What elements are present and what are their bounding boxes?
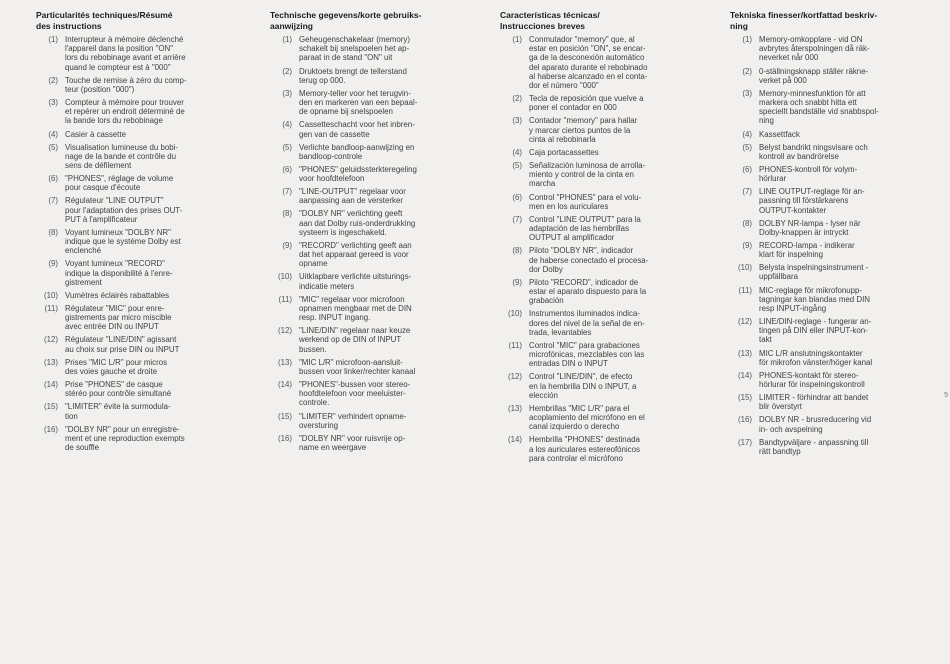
item-number: (5): [282, 142, 292, 152]
list-item: [730, 438, 940, 456]
item-number: (15): [737, 393, 752, 403]
list-item: [36, 304, 264, 332]
list-item: [500, 372, 722, 400]
item-number: (8): [512, 246, 522, 256]
col-dutch: [270, 10, 498, 456]
item-text: DOLBY NR-lampa - lyser när Dolby-knappen är intryckt: [759, 218, 861, 237]
list-item: [36, 143, 264, 171]
list-item: [36, 130, 264, 139]
item-number: (1): [282, 35, 292, 44]
item-text: Voyant lumineux "DOLBY NR" indique que le système Dolby est enclenché: [65, 227, 181, 256]
item-number: (9): [282, 240, 292, 250]
item-text: Régulateur "LINE/DIN" agissant au choix sur prise DIN ou INPUT: [65, 335, 180, 354]
list-item: [36, 228, 264, 256]
list-item: [270, 412, 498, 430]
list-item: [36, 196, 264, 224]
item-text: "LINE/DIN" regelaar naar keuze werkend op de DIN of INPUT bussen.: [299, 326, 411, 354]
item-number: (2): [48, 75, 58, 85]
item-text: Control "PHONES" para el volu- men en los auriculares: [529, 192, 642, 211]
item-text: Kassettfack: [759, 129, 800, 139]
item-text: Geheugenschakelaar (memory) schakelt bij snelspoelen het ap- paraat in de stand "ON" uit: [299, 35, 410, 63]
item-number: (9): [742, 240, 752, 250]
item-number: (2): [512, 94, 522, 104]
list-item: [270, 295, 498, 323]
item-text: Hembrilla "PHONES" destinada a los auriculares estereofónicos para controlar el micrófono: [529, 435, 640, 463]
list-item: [36, 358, 264, 376]
list-item: [500, 116, 722, 144]
item-text: Compteur à mémoire pour trouver et repérer un endroit déterminé de la bande lors du rebobinage: [65, 98, 185, 126]
list-item: [730, 67, 940, 85]
list-item: [36, 291, 264, 300]
list-item: [270, 241, 498, 269]
list-item: [270, 89, 498, 117]
item-text: Piloto "RECORD", indicador de estar el aparato dispuesto para la grabación: [529, 277, 647, 306]
item-number: (7): [512, 214, 522, 224]
item-number: (1): [742, 35, 752, 44]
item-number: (1): [512, 35, 522, 44]
list-item: [500, 246, 722, 274]
list-item: [270, 209, 498, 237]
item-number: (12): [507, 372, 522, 382]
item-number: (13): [737, 348, 752, 358]
item-number: (4): [48, 129, 58, 139]
list-item: [500, 94, 722, 112]
item-number: (14): [277, 380, 292, 390]
item-text: Control "LINE/DIN", de efecto en la hembrilla DIN o INPUT, a elección: [529, 372, 637, 400]
item-number: (13): [43, 357, 58, 367]
item-number: (16): [43, 424, 58, 434]
item-number: (14): [507, 435, 522, 445]
item-text: Control "MIC" para grabaciones microfónicas, mezclables con las entradas DIN o INPUT: [529, 340, 645, 369]
item-text: MIC L/R anslutningskontakter för mikrofon vänster/höger kanal: [759, 348, 873, 367]
item-list: [500, 35, 722, 463]
item-list: [730, 35, 940, 456]
item-text: "PHONES" geluidssterkteregeling voor hoofdtelefoon: [299, 164, 417, 184]
item-text: Memory-minnesfunktion för att markera och snabbt hitta ett speciellt bandställe vid snabbspol- ning: [759, 88, 879, 126]
item-number: (13): [277, 357, 292, 367]
item-number: (12): [277, 326, 292, 336]
list-item: [270, 358, 498, 376]
list-item: [270, 434, 498, 452]
list-item: [36, 174, 264, 192]
item-text: "LINE-OUTPUT" regelaar voor aanpassing aan de versterker: [299, 187, 406, 206]
list-item: [270, 187, 498, 205]
list-item: [500, 35, 722, 90]
list-item: [270, 326, 498, 354]
item-text: LINE/DIN-reglage - fungerar an- tingen på DIN eller INPUT-kon- takt: [759, 317, 872, 345]
item-text: Interrupteur à mémoire déclenché l'appareil dans la position "ON" lors du rebobinage avant et arrière quand le compteur est à "000": [65, 35, 186, 72]
item-number: (4): [282, 120, 292, 130]
item-text: LIMITER - förhindrar att bandet blir överstyrt: [759, 393, 869, 412]
item-text: Uitklapbare verlichte uitsturings- indicatie meters: [299, 272, 412, 291]
item-text: MIC-reglage för mikrofonupp- tagningar kan blandas med DIN resp INPUT-ingång: [759, 285, 870, 313]
item-number: (12): [737, 317, 752, 327]
item-number: (11): [44, 303, 58, 313]
list-item: [730, 35, 940, 63]
list-item: [500, 148, 722, 157]
item-number: (1): [48, 35, 58, 44]
item-text: RECORD-lampa - indikerar klart för inspelning: [759, 240, 855, 260]
item-number: (8): [48, 227, 58, 237]
list-item: [36, 380, 264, 398]
col-title: Características técnicas/ Instrucciones breves: [500, 10, 600, 31]
list-item: [270, 35, 498, 63]
item-number: (15): [43, 402, 58, 412]
item-text: Memory-teller voor het terugvin- den en markeren van een bepaal- de opname bij snelspoelen: [299, 88, 418, 117]
item-text: Control "LINE OUTPUT" para la adaptación de las hembrillas OUTPUT al amplificador: [529, 214, 641, 243]
item-text: Verlichte bandloop-aanwijzing en bandloop-controle: [299, 142, 415, 161]
item-number: (5): [48, 142, 58, 152]
item-text: DOLBY NR - brusreducering vid in- och avspelning: [759, 415, 872, 434]
item-text: Belyst bandrikt ningsvisare och kontroll av bandrörelse: [759, 142, 868, 161]
list-item: [36, 335, 264, 353]
item-text: Régulateur "MIC" pour enre- gistrements par micro miscible avec entrée DIN ou INPUT: [65, 303, 172, 332]
item-number: (7): [282, 187, 292, 197]
item-text: Caja portacassettes: [529, 147, 599, 157]
item-text: "DOLBY NR" pour un enregistre- ment et une reproduction exempts de souffle: [65, 424, 185, 453]
page-mark: 5: [944, 392, 948, 399]
col-title: Technische gegevens/korte gebruiks- aanwijzing: [270, 10, 422, 31]
item-number: (6): [742, 164, 752, 174]
item-number: (6): [282, 164, 292, 174]
item-number: (9): [48, 259, 58, 269]
item-text: Contador "memory" para hallar y marcar ciertos puntos de la cinta al rebobinarla: [529, 116, 638, 144]
item-number: (5): [742, 142, 752, 152]
item-number: (4): [512, 147, 522, 157]
item-text: "LIMITER" évite la surmodula- tion: [65, 402, 171, 421]
list-item: [500, 161, 722, 189]
item-number: (2): [282, 66, 292, 76]
col-french: [36, 10, 264, 456]
item-number: (4): [742, 129, 752, 139]
list-item: [270, 380, 498, 408]
list-item: [36, 402, 264, 420]
item-number: (10): [507, 309, 522, 319]
list-item: [270, 143, 498, 161]
list-item: [270, 67, 498, 85]
item-text: LINE OUTPUT-reglage för an- passning till förstärkarens OUTPUT-kontakter: [759, 187, 865, 215]
item-number: (11): [278, 294, 292, 304]
list-item: [730, 263, 940, 281]
item-text: Prise "PHONES" de casque stéréo pour contrôle simultané: [65, 380, 172, 399]
item-text: "PHONES", réglage de volume pour casque d'écoute: [65, 174, 174, 193]
list-item: [730, 415, 940, 433]
item-number: (5): [512, 161, 522, 170]
list-item: [36, 259, 264, 287]
item-number: (7): [742, 187, 752, 197]
item-number: (10): [43, 290, 58, 300]
item-number: (13): [507, 403, 522, 413]
item-number: (3): [48, 98, 58, 107]
col-title: Particularités techniques/Résumé des instructions: [36, 10, 173, 31]
list-item: [730, 89, 940, 126]
item-number: (17): [737, 437, 752, 447]
item-number: (6): [512, 192, 522, 202]
item-text: Memory-omkopplare - vid ON avbrytes återspolningen då räk- neverket når 000: [759, 35, 870, 63]
item-number: (2): [742, 66, 752, 76]
list-item: [730, 286, 940, 314]
item-number: (3): [512, 116, 522, 126]
item-list: [36, 35, 264, 452]
item-text: Bandtypväljare - anpassning till rätt bandtyp: [759, 437, 869, 456]
item-text: Prises "MIC L/R" pour micros des voies gauche et droite: [65, 357, 168, 376]
list-item: [730, 349, 940, 367]
col-swedish: [730, 10, 940, 460]
item-number: (16): [737, 415, 752, 425]
list-item: [730, 241, 940, 259]
item-text: "PHONES"-bussen voor stereo- hoofdtelefoon voor meeluister- controle.: [299, 380, 411, 408]
item-number: (12): [43, 335, 58, 345]
list-item: [500, 435, 722, 463]
list-item: [500, 193, 722, 211]
item-text: Casier à cassette: [65, 129, 126, 139]
item-number: (8): [742, 218, 752, 228]
item-list: [270, 35, 498, 452]
list-item: [730, 219, 940, 237]
item-text: "RECORD" verlichting geeft aan dat het apparaat gereed is voor opname: [299, 240, 412, 269]
list-item: [36, 76, 264, 94]
list-item: [500, 309, 722, 337]
item-text: Visualisation lumineuse du bobi- nage de la bande et contrôle du sens de défilement: [65, 142, 179, 170]
item-text: Hembrillas "MIC L/R" para el acoplamiento del micrófono en el canal izquierdo o derecho: [529, 403, 645, 432]
list-item: [730, 317, 940, 345]
list-item: [36, 98, 264, 126]
item-text: Touche de remise à zéro du comp- teur (position "000"): [65, 75, 187, 94]
item-text: Voyant lumineux "RECORD" indique la disponibilité à l'enre- gistrement: [65, 259, 173, 287]
item-number: (10): [277, 272, 292, 282]
item-number: (9): [512, 277, 522, 287]
list-item: [270, 120, 498, 138]
list-item: [730, 165, 940, 183]
list-item: [270, 165, 498, 183]
item-number: (16): [277, 433, 292, 443]
item-text: 0-ställningsknapp ställer räkne- verket på 000: [759, 66, 869, 85]
list-item: [730, 143, 940, 161]
item-number: (3): [282, 88, 292, 98]
col-title: Tekniska finesser/kortfattad beskriv- ning: [730, 10, 878, 31]
list-item: [36, 35, 264, 72]
item-text: Belysta inspelningsinstrument - uppfällbara: [759, 263, 869, 282]
list-item: [500, 341, 722, 369]
item-number: (6): [48, 174, 58, 184]
item-number: (11): [508, 340, 522, 350]
item-number: (14): [737, 370, 752, 380]
item-text: Régulateur "LINE OUTPUT" pour l'adaptation des prises OUT- PUT à l'amplificateur: [65, 196, 183, 224]
item-text: "LIMITER" verhindert opname- oversturing: [299, 411, 407, 430]
list-item: [500, 404, 722, 432]
col-spanish: [500, 10, 722, 467]
item-text: PHONES-kontakt för stereo- hörlurar för inspelningskontroll: [759, 370, 865, 390]
item-text: Piloto "DOLBY NR", indicador de haberse conectado el procesa- dor Dolby: [529, 246, 649, 274]
list-item: [500, 278, 722, 306]
list-item: [730, 371, 940, 389]
item-number: (14): [43, 380, 58, 390]
item-text: Señalización luminosa de arrolla- miento y control de la cinta en marcha: [529, 161, 646, 189]
item-number: (15): [277, 411, 292, 421]
list-item: [730, 393, 940, 411]
item-text: "DOLBY NR" voor ruisvrije op- name en weergave: [299, 433, 406, 453]
item-text: PHONES-kontroll för volym- hörlurar: [759, 164, 858, 184]
list-item: [270, 272, 498, 290]
item-text: Druktoets brengt de tellerstand terug op 000.: [299, 66, 407, 85]
item-number: (11): [738, 285, 752, 295]
item-text: Conmutador "memory" que, al estar en posición "ON", se encar- ga de la desconexión automático del aparato durante el rebobinado al haberse alcanzado en el conta- dor el número "000": [529, 35, 648, 91]
list-item: [36, 425, 264, 453]
item-number: (7): [48, 196, 58, 206]
list-item: [500, 215, 722, 243]
item-text: Tecla de reposición que vuelve a poner el contador en 000: [529, 94, 644, 113]
item-text: "MIC L/R" microfoon-aansluit- bussen voor linker/rechter kanaal: [299, 357, 416, 376]
item-text: Instrumentos iluminados indica- dores del nivel de la señal de en- trada, levantables: [529, 309, 645, 337]
item-text: "MIC" regelaar voor microfoon opnamen mengbaar met de DIN resp. INPUT ingang.: [299, 294, 412, 323]
list-item: [730, 130, 940, 139]
item-text: Cassetteschacht voor het inbren- gen van de cassette: [299, 120, 415, 139]
item-text: "DOLBY NR" verlichting geeft aan dat Dolby ruis-onderdrukking systeem is ingeschakeld.: [299, 209, 416, 237]
list-item: [730, 187, 940, 215]
item-number: (8): [282, 209, 292, 219]
item-text: Vumètres éclairés rabattables: [65, 290, 170, 300]
item-number: (10): [737, 263, 752, 273]
item-number: (3): [742, 88, 752, 98]
